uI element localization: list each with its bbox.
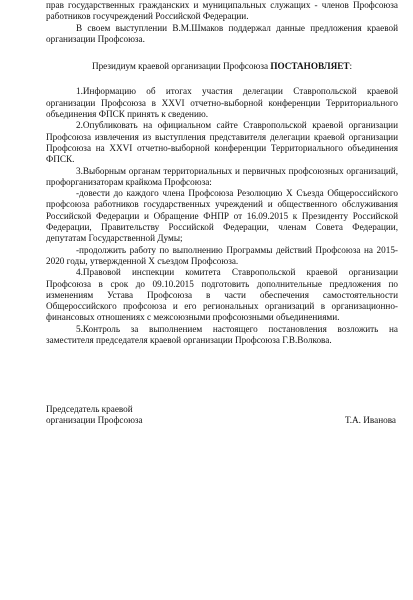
- paragraph-continuation: прав государственных гражданских и муниципальных служащих - членов Профсоюза работников госучреждений Российской Федерации.: [46, 0, 398, 22]
- signature-block: [46, 404, 398, 427]
- decree-word: ПОСТАНОВЛЯЕТ: [270, 61, 350, 72]
- decree-prefix: Президиум краевой организации Профсоюза: [91, 61, 271, 72]
- resolution-item-1: 1.Информацию об итогах участия делегации Ставропольской краевой организации Профсоюза в XXVI отчетно-выборной конференции Территориального объединения ФПСК принять к сведению.: [46, 86, 398, 120]
- resolution-item-4: 4.Правовой инспекции комитета Ставропольской краевой организации Профсоюза в срок до 09.10.2015 подготовить дополнительные предложения по изменениям Устава Профсоюза в части обеспечения самостоятельности Общероссийского профсоюза и его региональных организаций в организационно-финансовых отношениях с межсоюзными профсоюзными объединениями.: [46, 267, 398, 323]
- signatory-title-line2: организации Профсоюза: [46, 415, 143, 426]
- decree-suffix: :: [349, 61, 353, 72]
- decree-heading: [46, 61, 398, 72]
- signatory-title-line1: Председатель краевой: [46, 404, 133, 414]
- resolution-item-5: 5.Контроль за выполнением настоящего постановления возложить на заместителя председателя краевой организации Профсоюза Г.В.Волкова.: [46, 323, 398, 346]
- document-body: [46, 0, 398, 346]
- resolution-item-3b: -продолжить работу по выполнению Программы действий Профсоюза на 2015-2020 годы, утвержденной Х съездом Профсоюза.: [46, 244, 398, 266]
- signatory-name: Т.А. Иванова: [345, 415, 396, 425]
- resolution-item-3a: -довести до каждого члена Профсоюза Резолюцию Х Съезда Общероссийского профсоюза работников государственных учреждений и общественного обслуживания Российской Федерации и Обращение ФНПР от 16.09.2015 к Президенту Российской Федерации, Правительству Российской Федерации, членам Совета Федерации, депутатам Государственной Думы;: [46, 188, 398, 244]
- paragraph-speech: В своем выступлении В.М.Шмаков поддержал данные предложения краевой организации Профсоюза.: [46, 22, 398, 44]
- resolution-item-3: 3.Выборным органам территориальных и первичных профсоюзных организаций, профорганизаторам крайкома Профсоюза:: [46, 165, 398, 187]
- resolution-item-2: 2.Опубликовать на официальном сайте Ставропольской краевой организации Профсоюза извлечения из выступления представителя делегации краевой организации Профсоюза на XXVI отчетно-выборной конференции Территориального объединения ФПСК.: [46, 120, 398, 165]
